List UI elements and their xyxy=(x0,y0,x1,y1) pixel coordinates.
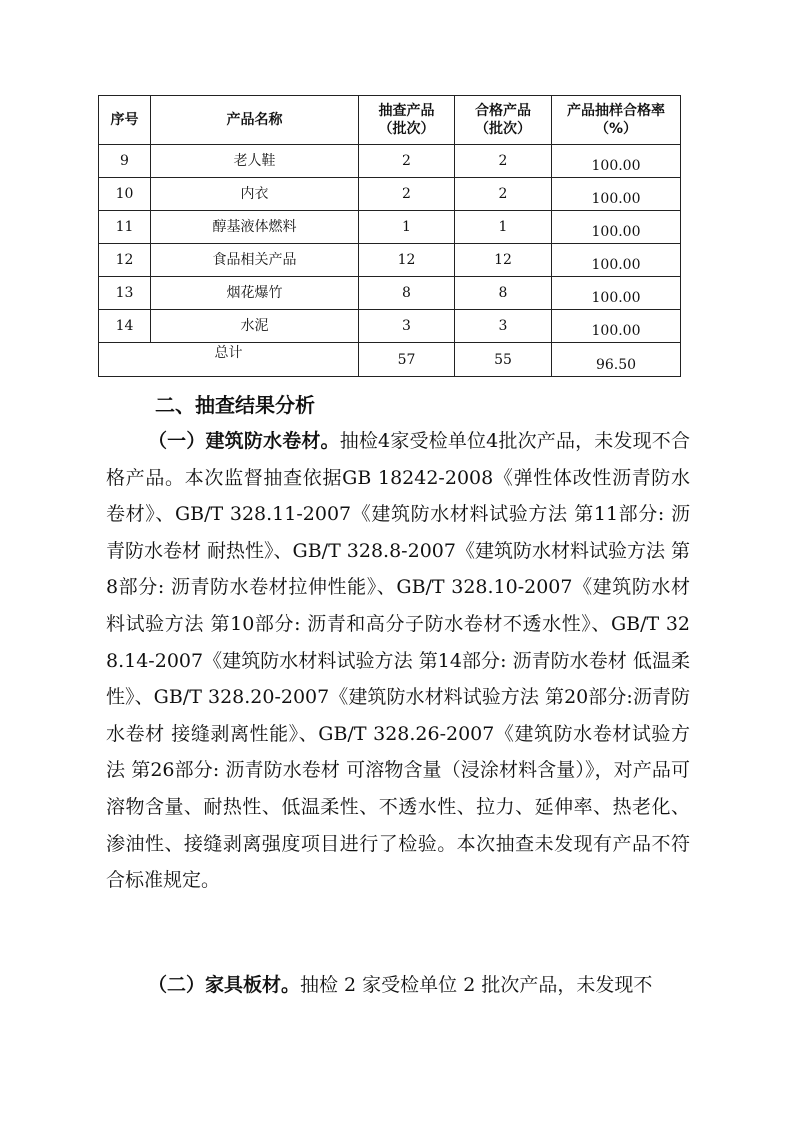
header-no: 序号 xyxy=(99,96,151,145)
table-total-row xyxy=(99,343,681,377)
total-rate: 96.50 xyxy=(552,343,681,377)
header-qualified xyxy=(455,96,552,145)
paragraph-lead-waterproof: （一）建筑防水卷材。 xyxy=(148,430,340,452)
header-rate-line1: 产品抽样合格率 xyxy=(567,103,665,119)
header-sampled-line1: 抽查产品 xyxy=(378,103,435,119)
cell-sampled: 1 xyxy=(359,211,455,244)
cell-no: 14 xyxy=(99,310,151,343)
cell-sampled: 2 xyxy=(359,145,455,178)
cell-no: 13 xyxy=(99,277,151,310)
cell-name: 内衣 xyxy=(151,178,359,211)
header-rate xyxy=(552,96,681,145)
paragraph-body-furniture: 抽检 2 家受检单位 2 批次产品，未发现不 xyxy=(300,974,653,996)
total-label: 总计 xyxy=(99,343,359,377)
cell-no: 12 xyxy=(99,244,151,277)
header-rate-line2: （%） xyxy=(594,121,638,137)
cell-no: 10 xyxy=(99,178,151,211)
cell-rate: 100.00 xyxy=(552,145,681,178)
header-qualified-line2: （批次） xyxy=(475,121,531,137)
total-qualified: 55 xyxy=(455,343,552,377)
table-row xyxy=(99,277,681,310)
header-sampled xyxy=(359,96,455,145)
cell-rate: 100.00 xyxy=(552,211,681,244)
cell-name: 烟花爆竹 xyxy=(151,277,359,310)
cell-qualified: 8 xyxy=(455,277,552,310)
cell-rate: 100.00 xyxy=(552,244,681,277)
cell-qualified: 2 xyxy=(455,178,552,211)
results-table xyxy=(98,95,681,377)
cell-name: 醇基液体燃料 xyxy=(151,211,359,244)
cell-rate: 100.00 xyxy=(552,178,681,211)
paragraph-body-waterproof: 抽检4家受检单位4批次产品，未发现不合格产品。本次监督抽查依据GB 18242-2008《弹性体改性沥青防水卷材》、GB/T 328.11-2007《建筑防水材料试验方法 第11部分: 沥青防水卷材 耐热性》、GB/T 328.8-2007《建筑防水材料试验方法 第8部分: 沥青防水卷材拉伸性能》、GB/T 328.10-2007《建筑防水材料试验方法 第10部分: 沥青和高分子防水卷材不透水性》、GB/T 328.14-2007《建筑防水材料试验方法 第14部分: 沥青防水卷材 低温柔性》、GB/T 328.20-2007《建筑防水材料试验方法 第20部分:沥青防水卷材 接缝剥离性能》、GB/T 328.26-2007《建筑防水卷材试验方法 第26部分: 沥青防水卷材 可溶物含量（浸涂材料含量）》，对产品可溶物含量、耐热性、低温柔性、不透水性、拉力、延伸率、热老化、渗油性、接缝剥离强度项目进行了检验。本次抽查未发现有产品不符合标准规定。 xyxy=(106,430,691,892)
total-sampled: 57 xyxy=(359,343,455,377)
table-row xyxy=(99,178,681,211)
table-header-row xyxy=(99,96,681,145)
cell-sampled: 3 xyxy=(359,310,455,343)
paragraph-waterproof-membrane xyxy=(106,423,690,899)
cell-qualified: 3 xyxy=(455,310,552,343)
cell-sampled: 8 xyxy=(359,277,455,310)
cell-qualified: 1 xyxy=(455,211,552,244)
section-heading: 二、抽查结果分析 xyxy=(155,393,315,417)
table-row xyxy=(99,145,681,178)
cell-qualified: 2 xyxy=(455,145,552,178)
cell-sampled: 2 xyxy=(359,178,455,211)
cell-qualified: 12 xyxy=(455,244,552,277)
table-row xyxy=(99,244,681,277)
cell-name: 老人鞋 xyxy=(151,145,359,178)
cell-sampled: 12 xyxy=(359,244,455,277)
paragraph-lead-furniture: （二）家具板材。 xyxy=(148,974,301,996)
cell-rate: 100.00 xyxy=(552,310,681,343)
table-row xyxy=(99,211,681,244)
cell-no: 11 xyxy=(99,211,151,244)
cell-rate: 100.00 xyxy=(552,277,681,310)
cell-name: 食品相关产品 xyxy=(151,244,359,277)
paragraph-furniture-board xyxy=(106,967,690,1004)
header-sampled-line2: （批次） xyxy=(378,121,435,137)
header-name: 产品名称 xyxy=(151,96,359,145)
cell-name: 水泥 xyxy=(151,310,359,343)
cell-no: 9 xyxy=(99,145,151,178)
table-row xyxy=(99,310,681,343)
header-qualified-line1: 合格产品 xyxy=(475,103,531,119)
